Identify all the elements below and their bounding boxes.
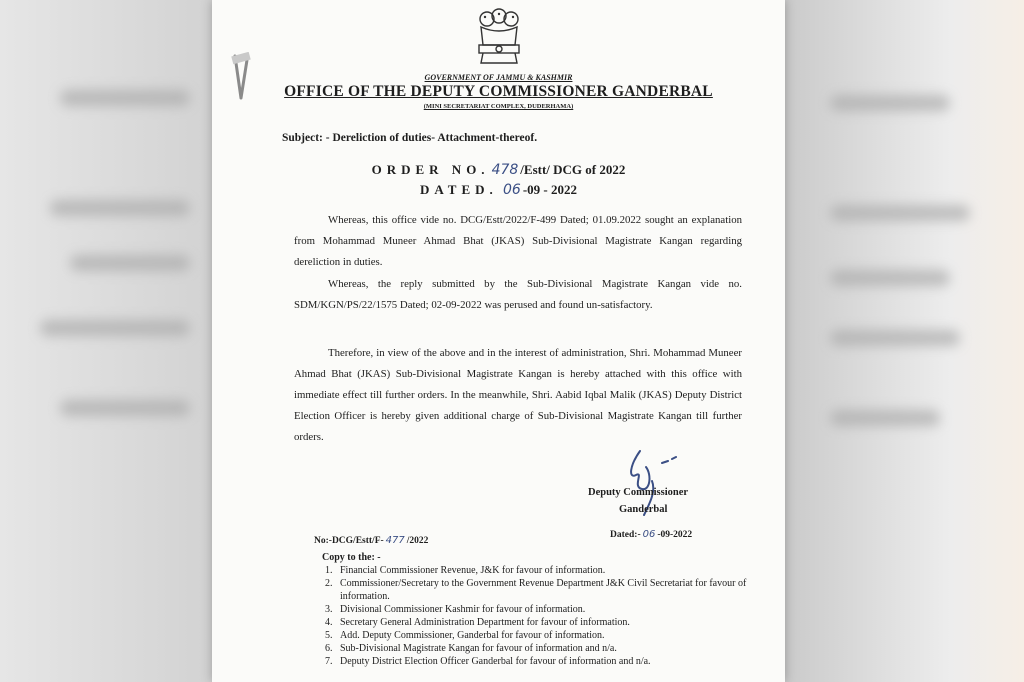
copy-dated-day-handwritten: 06 (642, 529, 656, 540)
copy-to-item (325, 577, 765, 603)
copy-to-item (325, 642, 765, 655)
reference-number: No:-DCG/Estt/F- 477 /2022 (314, 535, 429, 546)
office-heading: OFFICE OF THE DEPUTY COMMISSIONER GANDERBAL (284, 83, 713, 100)
copy-to-item-text: Deputy District Election Officer Ganderbal for favour of information and n/a. (340, 656, 651, 667)
dated-day-handwritten: 06 (503, 182, 521, 198)
government-heading: GOVERNMENT OF JAMMU & KASHMIR (424, 73, 573, 82)
order-number-line (212, 162, 785, 178)
copy-to-item-number: 1. (325, 565, 333, 576)
reference-number-handwritten: 477 (385, 535, 405, 546)
copy-dated: Dated:- 06 -09-2022 (610, 529, 693, 540)
copy-to-item-number: 6. (325, 643, 333, 654)
copy-to-item-text: Divisional Commissioner Kashmir for favour of information. (340, 604, 586, 615)
subject-line: Subject: - Dereliction of duties- Attachment-thereof. (282, 132, 538, 144)
order-suffix: /Estt/ DCG of 2022 (520, 162, 626, 177)
signatory-title: Deputy Commissioner (588, 487, 689, 498)
copy-to-list (325, 564, 765, 668)
copy-to-heading: Copy to the: - (322, 552, 381, 563)
office-address: (MINI SECRETARIAT COMPLEX, DUDERHAMA) (423, 103, 574, 110)
dated-line (212, 182, 785, 198)
order-label: ORDER NO. (371, 162, 490, 177)
paragraph-2: Whereas, the reply submitted by the Sub-Divisional Magistrate Kangan vide no. SDM/KGN/PS/22/1575 Dated; 02-09-2022 was perused and found un-satisfactory. (294, 278, 742, 311)
copy-to-item (325, 616, 765, 629)
copy-to-item-number: 2. (325, 578, 333, 589)
order-document (212, 0, 785, 682)
copy-to-item-number: 3. (325, 604, 333, 615)
copy-to-item-number: 5. (325, 630, 333, 641)
copy-to-item-text: Add. Deputy Commissioner, Ganderbal for favour of information. (340, 630, 605, 641)
paragraph-1: Whereas, this office vide no. DCG/Estt/2022/F-499 Dated; 01.09.2022 sought an explanation from Mohammad Muneer Ahmad Bhat (JKAS) Sub-Divisional Magistrate Kangan regarding dereliction in duties. (294, 214, 742, 268)
copy-to-item (325, 564, 765, 577)
copy-to-item (325, 603, 765, 616)
dated-rest: -09 - 2022 (522, 182, 578, 197)
copy-to-item-number: 7. (325, 656, 333, 667)
copy-to-item-text: Commissioner/Secretary to the Government Revenue Department J&K Civil Secretariat for favour of information. (340, 578, 747, 602)
copy-to-item (325, 655, 765, 668)
paragraph-3: Therefore, in view of the above and in the interest of administration, Shri. Mohammad Muneer Ahmad Bhat (JKAS) Sub-Divisional Magistrate Kangan is hereby attached with this office with immediate effect till further orders. In the meanwhile, Shri. Aabid Iqbal Malik (JKAS) Deputy District Election Officer is hereby given additional charge of Sub-Divisional Magistrate Kangan till further orders. (294, 347, 742, 443)
dated-label: DATED. (419, 182, 498, 197)
copy-to-item (325, 629, 765, 642)
national-emblem-icon (469, 5, 529, 69)
copy-to-item-number: 4. (325, 617, 333, 628)
copy-to-item-text: Sub-Divisional Magistrate Kangan for favour of information and n/a. (340, 643, 617, 654)
copy-to-item-text: Financial Commissioner Revenue, J&K for favour of information. (340, 565, 606, 576)
copy-to-item-text: Secretary General Administration Department for favour of information. (340, 617, 630, 628)
signatory-place: Ganderbal (619, 504, 668, 515)
order-number-handwritten: 478 (491, 162, 519, 178)
